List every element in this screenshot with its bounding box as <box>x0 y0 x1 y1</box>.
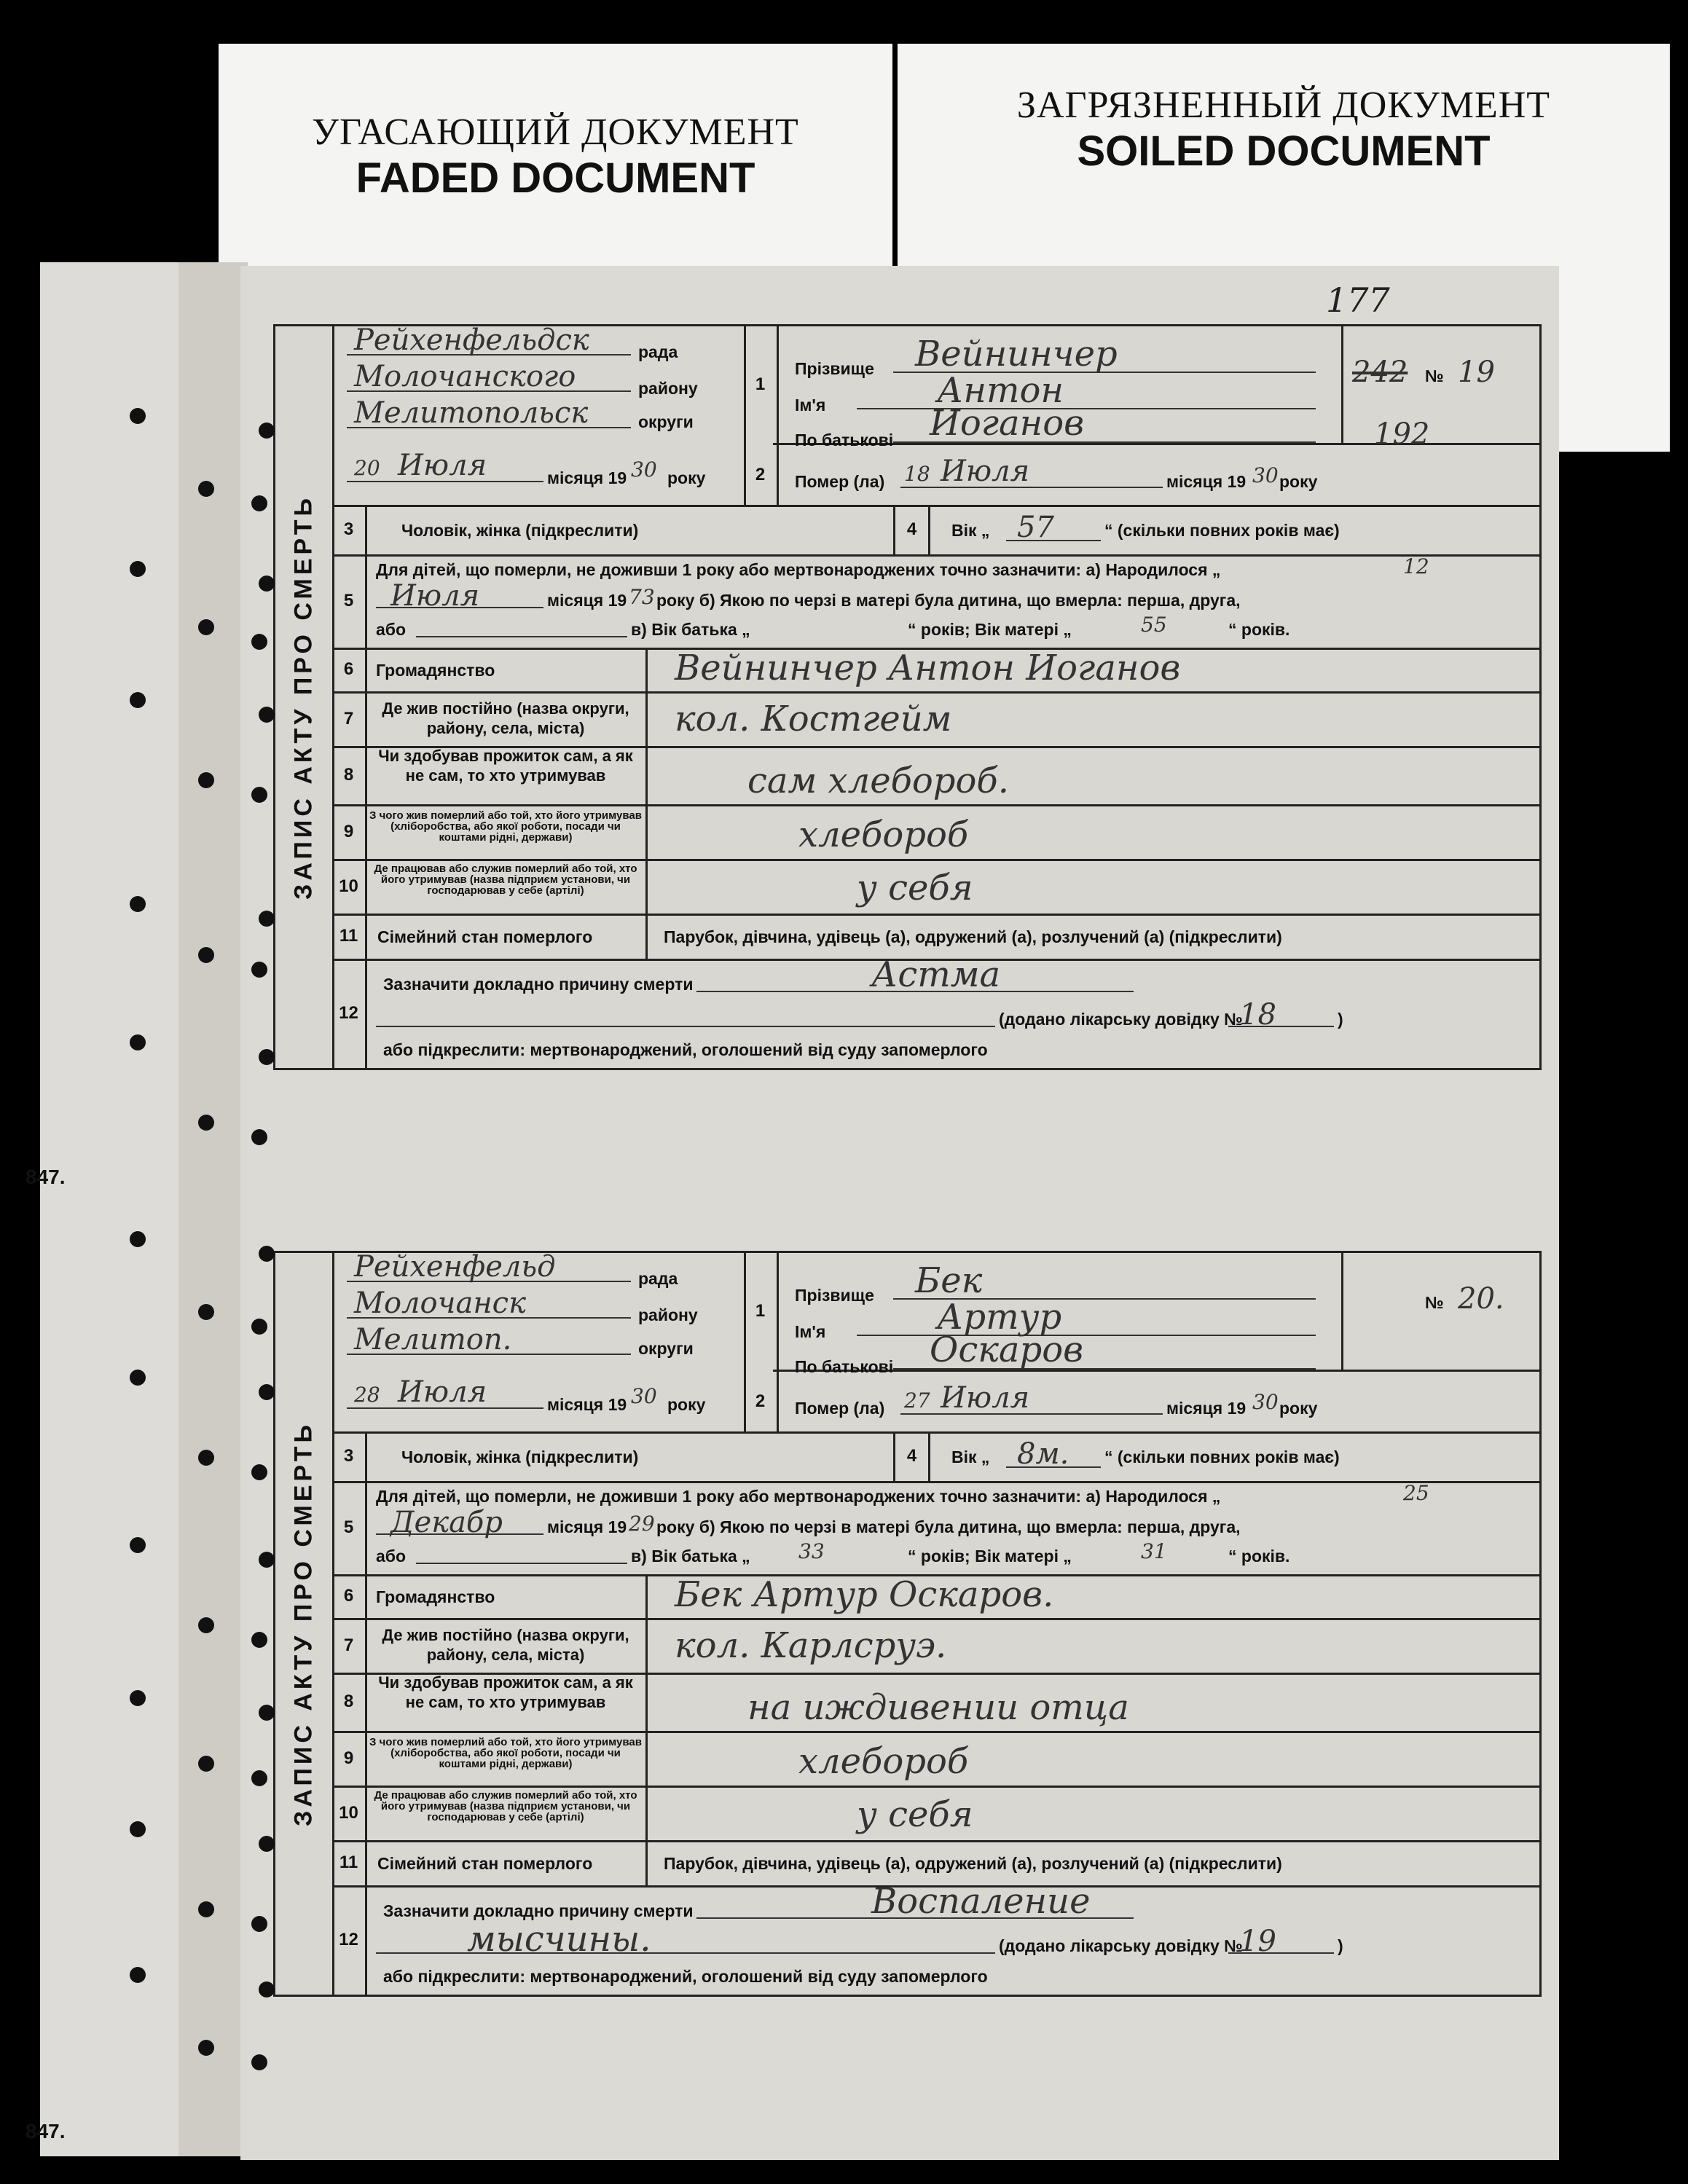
name-label: Ім'я <box>795 396 826 415</box>
residence-label: Де жив постійно (назва округи, району, села, міста) <box>382 699 629 737</box>
record-number-side: 192 <box>1374 417 1430 451</box>
binding-hole <box>130 1967 146 1983</box>
binding-hole <box>259 423 275 439</box>
livelihood-label: Чи здобував прожиток сам, а як не сам, то хто утримував <box>378 747 633 785</box>
record-month-label: місяця 19 <box>547 1395 627 1414</box>
mother-age: 31 <box>1141 1539 1167 1563</box>
binding-hole <box>130 692 146 708</box>
record-number: 19 <box>1458 356 1495 389</box>
binding-hole <box>198 2040 214 2056</box>
death-year-label: року <box>1279 1399 1318 1418</box>
cause-label: Зазначити докладно причину смерти <box>383 1901 694 1920</box>
binding-hole <box>251 634 267 650</box>
child-line-3: або <box>376 1547 407 1566</box>
row-number: 7 <box>332 1618 367 1673</box>
death-day: 27 <box>904 1388 930 1413</box>
binding-hole <box>198 1450 214 1466</box>
row-number: 8 <box>332 746 367 804</box>
fragment-number-top: 847. <box>25 1166 66 1188</box>
death-month-label: місяця 19 <box>1166 472 1247 491</box>
row-number: 1 <box>755 374 766 394</box>
row-residence <box>332 1618 1539 1675</box>
stillborn-note: або підкреслити: мертвонароджений, оголошений від суду запомерлого <box>383 1040 988 1059</box>
raion-value: Молочанского <box>354 360 576 393</box>
born-month: Июля <box>390 579 480 613</box>
workplace-value: у себя <box>857 868 973 908</box>
binding-hole <box>130 408 146 424</box>
record-year: 30 <box>631 1384 657 1408</box>
binding-hole <box>198 1115 214 1131</box>
record-year-label: року <box>667 468 706 487</box>
workplace-label: Де працював або служив померлий або той, хто його утримував (назва підприєм установи, чи господарював у себе (артілі) <box>374 863 637 897</box>
cause-value-2: мысчины. <box>467 1919 651 1960</box>
row-number: 9 <box>332 1731 367 1786</box>
binding-gutter <box>178 262 248 2156</box>
soiled-label-ru: ЗАГРЯЗНЕННЫЙ ДОКУМЕНТ <box>1016 85 1551 126</box>
surname-label: Прізвище <box>795 359 874 378</box>
sex-label: Чоловік, жінка (підкреслити) <box>401 1448 639 1466</box>
number-sign: № <box>1425 366 1444 385</box>
father-age-label: в) Вік батька „ <box>631 1547 750 1566</box>
number-sign: № <box>1425 1293 1444 1312</box>
register-page <box>240 266 1559 2160</box>
row-child-info <box>332 1481 1539 1576</box>
father-age: 33 <box>798 1539 825 1563</box>
row-sex-age <box>332 505 1539 557</box>
binding-hole <box>259 1384 275 1400</box>
binding-hole <box>198 1617 214 1633</box>
fragment-number-bottom: 847. <box>25 2120 66 2142</box>
livelihood-label: Чи здобував прожиток сам, а як не сам, то хто утримував <box>378 1673 633 1711</box>
born-year: 73 <box>629 585 655 609</box>
binding-hole <box>251 2054 267 2070</box>
row-number: 5 <box>332 554 367 648</box>
born-day: 12 <box>1403 554 1429 578</box>
binding-hole <box>251 1770 267 1786</box>
row-number: 2 <box>755 1391 766 1411</box>
age-value: 8м. <box>1017 1437 1069 1471</box>
binding-hole <box>251 962 267 978</box>
binding-hole <box>251 495 267 511</box>
years-suffix: “ років. <box>1228 620 1290 639</box>
okruha-value: Мелитоп. <box>354 1323 512 1356</box>
death-year-label: року <box>1279 472 1318 491</box>
born-month: Декабр <box>390 1506 503 1539</box>
form-side-title: ЗАПИС АКТУ ПРО СМЕРТЬ <box>275 1253 334 1995</box>
row-livelihood <box>332 1673 1539 1733</box>
mother-age: 55 <box>1141 613 1167 637</box>
okruha-label: округи <box>638 1339 694 1358</box>
form-side-title: ЗАПИС АКТУ ПРО СМЕРТЬ <box>275 326 334 1068</box>
binding-hole <box>259 576 275 592</box>
citizenship-label: Громадянство <box>376 661 495 680</box>
row-number: 12 <box>332 1885 367 1995</box>
patronymic-label: По батькові <box>795 431 894 449</box>
row-workplace <box>332 1786 1539 1842</box>
faded-label-ru: УГАСАЮЩИЙ ДОКУМЕНТ <box>312 111 799 153</box>
citizenship-label: Громадянство <box>376 1587 495 1606</box>
close-paren: ) <box>1338 1936 1343 1955</box>
row-occupation <box>332 1731 1539 1788</box>
binding-hole <box>130 1690 146 1706</box>
binding-hole <box>251 787 267 803</box>
binding-hole <box>259 707 275 723</box>
workplace-value: у себя <box>857 1794 973 1835</box>
binding-hole <box>198 619 214 635</box>
corner-mark: 177 <box>1326 280 1390 320</box>
rada-label: рада <box>638 342 678 361</box>
close-paren: ) <box>1338 1010 1343 1029</box>
row-number: 6 <box>332 648 367 691</box>
patronymic-value: Оскаров <box>930 1329 1084 1370</box>
rada-label: рада <box>638 1269 678 1288</box>
binding-hole <box>198 772 214 788</box>
row-number: 3 <box>332 505 367 554</box>
cause-value: Воспаление <box>871 1881 1091 1922</box>
row-child-info <box>332 554 1539 650</box>
row-residence <box>332 691 1539 748</box>
row-number: 10 <box>332 1786 367 1840</box>
binding-hole <box>130 896 146 912</box>
record-year-label: року <box>667 1395 706 1414</box>
row-number: 11 <box>332 1840 367 1885</box>
row-cause <box>332 954 1539 1068</box>
name-value: Артур <box>937 1297 1062 1337</box>
binding-hole <box>198 947 214 963</box>
binding-hole <box>259 1836 275 1852</box>
patronymic-value: Иоганов <box>930 403 1085 444</box>
record-month: Июля <box>398 449 487 482</box>
number-struck: 242 <box>1352 356 1408 389</box>
binding-hole <box>130 561 146 577</box>
certificate-label: (додано лікарську довідку № <box>999 1010 1243 1029</box>
row-number: 3 <box>332 1431 367 1481</box>
death-record-form-1 <box>273 324 1542 1070</box>
livelihood-value: сам хлебороб. <box>747 761 1009 801</box>
binding-hole <box>251 1916 267 1932</box>
binding-hole <box>251 1632 267 1648</box>
record-year: 30 <box>631 457 657 482</box>
rada-value: Рейхенфельдск <box>354 323 589 357</box>
faded-document-label <box>219 44 892 266</box>
binding-hole <box>259 1246 275 1262</box>
raion-value: Молочанск <box>354 1287 526 1320</box>
binding-hole <box>259 1552 275 1568</box>
binding-hole <box>259 1705 275 1721</box>
age-label: Вік „ <box>951 1448 990 1466</box>
row-number: 5 <box>332 1481 367 1574</box>
age-suffix: “ (скільки повних років має) <box>1104 1448 1340 1466</box>
record-day: 28 <box>354 1383 380 1407</box>
surname-value: Бек <box>915 1260 983 1301</box>
binding-hole <box>198 1304 214 1320</box>
row-number: 4 <box>895 505 930 554</box>
record-number: 20. <box>1458 1282 1504 1316</box>
patronymic-label: По батькові <box>795 1357 894 1376</box>
row-number: 12 <box>332 959 367 1068</box>
row-citizenship <box>332 1574 1539 1620</box>
row-sex-age <box>332 1431 1539 1483</box>
binding-hole <box>251 1319 267 1335</box>
raion-label: району <box>638 1305 698 1324</box>
form-header-block <box>332 323 1539 507</box>
child-line-1: Для дітей, що померли, не доживши 1 року або мертвонароджених точно зазначити: а) Народилося „ <box>376 560 1221 579</box>
father-age-label: в) Вік батька „ <box>631 620 750 639</box>
record-day: 20 <box>354 456 380 480</box>
residence-value: кол. Карлсруэ. <box>675 1625 947 1666</box>
marital-options: Парубок, дівчина, удівець (а), одружений (а), розлучений (а) (підкреслити) <box>664 1854 1282 1873</box>
death-day: 18 <box>904 462 930 486</box>
residence-label: Де жив постійно (назва округи, району, села, міста) <box>382 1626 629 1664</box>
row-cause <box>332 1881 1539 1995</box>
binding-hole <box>130 1231 146 1247</box>
row-number: 2 <box>755 465 766 484</box>
certificate-label: (додано лікарську довідку № <box>999 1936 1243 1955</box>
binding-hole <box>130 1821 146 1837</box>
death-month: Июля <box>941 455 1030 488</box>
soiled-label-en: SOILED DOCUMENT <box>1077 127 1491 175</box>
born-day: 25 <box>1403 1481 1429 1505</box>
row-number: 4 <box>895 1431 930 1481</box>
marital-options: Парубок, дівчина, удівець (а), одружений (а), розлучений (а) (підкреслити) <box>664 927 1282 946</box>
binding-hole <box>259 1049 275 1065</box>
okruha-value: Мелитопольск <box>354 396 589 430</box>
name-value: Антон <box>937 370 1064 411</box>
binding-hole <box>259 1981 275 1998</box>
age-label: Вік „ <box>951 521 990 540</box>
row-number: 9 <box>332 804 367 859</box>
years-suffix: “ років. <box>1228 1547 1290 1566</box>
born-year: 29 <box>629 1512 655 1536</box>
residence-value: кол. Костгейм <box>675 699 952 739</box>
binding-hole <box>130 1370 146 1386</box>
row-livelihood <box>332 746 1539 806</box>
cause-value: Астма <box>871 954 1001 995</box>
row-citizenship <box>332 648 1539 694</box>
age-value: 57 <box>1017 511 1054 544</box>
death-record-form-2 <box>273 1251 1542 1997</box>
record-month: Июля <box>398 1375 487 1409</box>
binding-hole <box>251 1464 267 1480</box>
row-number: 1 <box>755 1301 766 1321</box>
binding-hole <box>130 1034 146 1050</box>
death-month-label: місяця 19 <box>1166 1399 1247 1418</box>
name-label: Ім'я <box>795 1322 826 1341</box>
marital-label: Сімейний стан померлого <box>377 1854 593 1873</box>
raion-label: району <box>638 379 698 398</box>
child-line-3: або <box>376 620 407 639</box>
occupation-label: З чого жив померлий або той, хто його утримував (хліборобства, або якої роботи, посади чи коштами рідні, держави) <box>369 809 642 844</box>
binding-hole <box>198 1756 214 1772</box>
binding-hole <box>198 1901 214 1917</box>
row-number: 10 <box>332 859 367 914</box>
child-line-2b: року б) Якою по черзі в матері була дитина, що вмерла: перша, друга, <box>656 1517 1241 1536</box>
surname-label: Прізвище <box>795 1286 874 1305</box>
child-line-1: Для дітей, що померли, не доживши 1 року або мертвонароджених точно зазначити: а) Народилося „ <box>376 1487 1221 1506</box>
death-date-label: Помер (ла) <box>795 472 885 491</box>
row-number: 7 <box>332 691 367 746</box>
death-month: Июля <box>941 1381 1030 1415</box>
mother-age-label: “ років; Вік матері „ <box>908 1547 1072 1566</box>
child-line-2: місяця 19 <box>547 1517 627 1536</box>
form-header-block <box>332 1250 1539 1434</box>
surname-value: Вейнинчер <box>915 334 1118 374</box>
occupation-value: хлебороб <box>798 1741 969 1782</box>
binding-hole <box>259 911 275 927</box>
certificate-number: 18 <box>1239 998 1276 1032</box>
row-occupation <box>332 804 1539 861</box>
okruha-label: округи <box>638 412 694 431</box>
row-number: 8 <box>332 1673 367 1731</box>
death-year: 30 <box>1252 463 1279 487</box>
stillborn-note: або підкреслити: мертвонароджений, оголошений від суду запомерлого <box>383 1967 988 1986</box>
marital-label: Сімейний стан померлого <box>377 927 593 946</box>
child-line-2: місяця 19 <box>547 591 627 610</box>
workplace-label: Де працював або служив померлий або той, хто його утримував (назва підприєм установи, чи господарював у себе (артілі) <box>374 1789 637 1823</box>
occupation-value: хлебороб <box>798 814 969 855</box>
mother-age-label: “ років; Вік матері „ <box>908 620 1072 639</box>
occupation-label: З чого жив померлий або той, хто його утримував (хліборобства, або якої роботи, посади чи коштами рідні, держави) <box>369 1736 642 1770</box>
cause-label: Зазначити докладно причину смерти <box>383 975 694 994</box>
sex-label: Чоловік, жінка (підкреслити) <box>401 521 639 540</box>
child-line-2b: року б) Якою по черзі в матері була дитина, що вмерла: перша, друга, <box>656 591 1241 610</box>
record-month-label: місяця 19 <box>547 468 627 487</box>
citizenship-value: Вейнинчер Антон Иоганов <box>675 648 1181 688</box>
rada-value: Рейхенфельд <box>354 1250 556 1284</box>
death-year: 30 <box>1252 1390 1279 1414</box>
binding-hole <box>130 1537 146 1553</box>
age-suffix: “ (скільки повних років має) <box>1104 521 1340 540</box>
previous-page-strip <box>40 262 178 2156</box>
death-date-label: Помер (ла) <box>795 1399 885 1418</box>
citizenship-value: Бек Артур Оскаров. <box>675 1574 1054 1615</box>
faded-label-en: FADED DOCUMENT <box>356 154 755 202</box>
livelihood-value: на иждивении отца <box>747 1687 1129 1728</box>
row-workplace <box>332 859 1539 916</box>
row-number: 11 <box>332 914 367 959</box>
binding-hole <box>251 1129 267 1145</box>
binding-hole <box>198 481 214 497</box>
row-number: 6 <box>332 1574 367 1618</box>
certificate-number: 19 <box>1239 1925 1276 1958</box>
